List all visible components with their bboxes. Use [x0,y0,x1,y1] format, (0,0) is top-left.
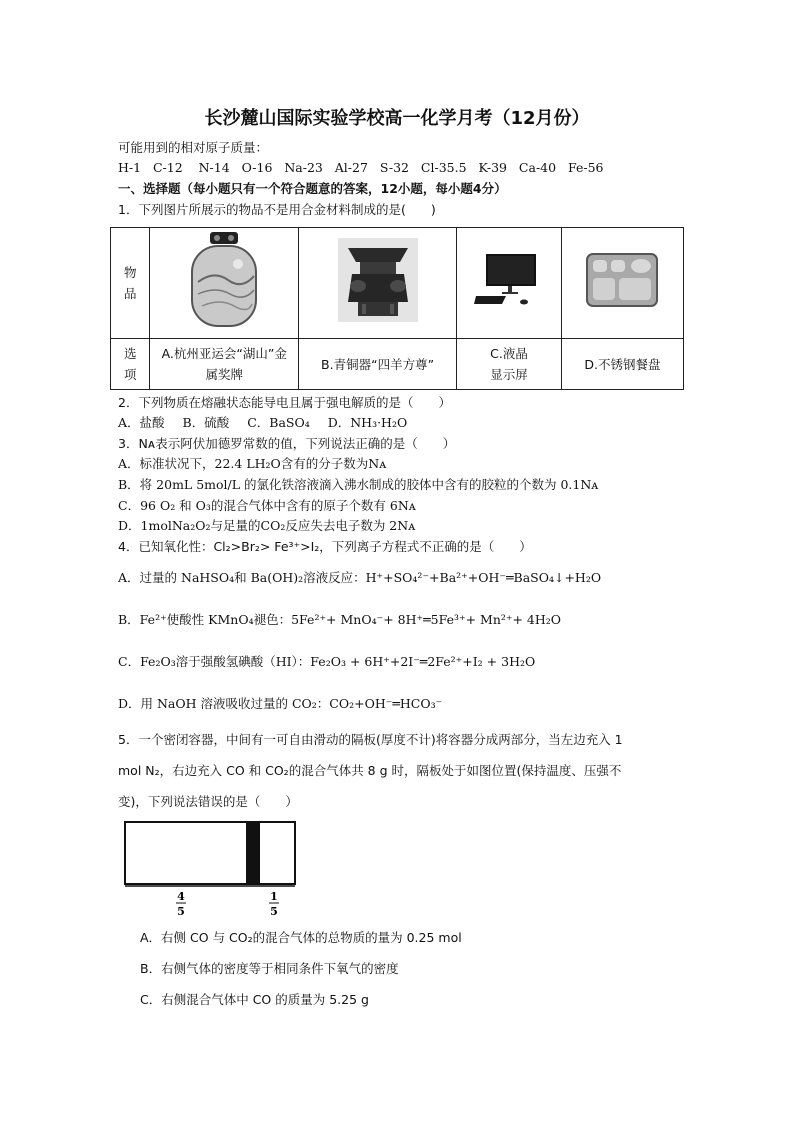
q5-option-c[interactable]: C．右侧混合气体中 CO 的质量为 5.25 g [140,992,369,1007]
q2-option-a[interactable]: A．盐酸 [118,415,165,430]
page-title: 长沙麓山国际实验学校高一化学月考（12月份） [204,108,590,129]
option-c[interactable]: C.液晶 显示屏 [457,339,562,390]
option-b[interactable]: B.青铜器“四羊方尊” [299,339,457,390]
q2-option-c[interactable]: C．BaSO₄ [247,415,310,430]
q5-option-b[interactable]: B．右侧气体的密度等于相同条件下氧气的密度 [140,961,399,976]
container-box [125,822,295,884]
right-fraction-num: 1 [270,890,278,903]
q5-option-a[interactable]: A．右侧 CO 与 CO₂的混合气体的总物质的量为 0.25 mol [140,930,462,945]
question-1-table [110,227,684,390]
container-diagram [124,820,298,920]
partition-board [246,822,260,884]
question-5-stem-line2: mol N₂，右边充入 CO 和 CO₂的混合气体共 8 g 时，隔板处于如图位置(保持温度、压强不 [118,763,622,778]
q2-option-d[interactable]: D．NH₃·H₂O [327,415,408,430]
left-fraction-den: 5 [177,905,185,918]
question-3-stem: 3．Nᴀ表示阿伏加德罗常数的值，下列说法正确的是（ ） [118,436,456,451]
q3-option-c[interactable]: C．96 O₂ 和 O₃的混合气体中含有的原子个数有 6Nᴀ [118,498,416,513]
q3-option-b[interactable]: B．将 20mL 5mol/L 的氯化铁溶液滴入沸水制成的胶体中含有的胶粒的个数为 0.1Nᴀ [118,477,599,492]
q4-option-a[interactable]: A．过量的 NaHSO₄和 Ba(OH)₂溶液反应：H⁺+SO₄²⁻+Ba²⁺+OH⁻═BaSO₄↓+H₂O [118,570,602,585]
atomic-mass-header: 可能用到的相对原子质量： [118,140,269,155]
section-heading: 一、选择题（每小题只有一个符合题意的答案，12小题，每小题4分） [118,181,507,196]
monitor-image [457,228,562,339]
question-2-options [118,415,421,431]
question-1-stem: 1．下列图片所展示的物品不是用合金材料制成的是( ) [118,202,436,217]
question-4-stem: 4．已知氧化性：Cl₂>Br₂> Fe³⁺>I₂，下列离子方程式不正确的是（ ） [118,539,532,554]
q4-option-b[interactable]: B．Fe²⁺使酸性 KMnO₄褪色：5Fe²⁺+ MnO₄⁻+ 8H⁺═5Fe³⁺+ Mn²⁺+ 4H₂O [118,612,562,627]
q4-option-c[interactable]: C．Fe₂O₃溶于强酸氢碘酸（HI）：Fe₂O₃ + 6H⁺+2I⁻═2Fe²⁺+I₂ + 3H₂O [118,654,536,669]
question-5-stem-line3: 变)，下列说法错误的是（ ） [118,794,298,809]
q3-option-d[interactable]: D．1molNa₂O₂与足量的CO₂反应失去电子数为 2Nᴀ [118,518,416,533]
tray-image [561,228,683,339]
left-fraction-num: 4 [177,890,185,903]
row-label-items: 物 品 [111,228,150,339]
right-fraction-den: 5 [270,905,278,918]
q3-option-a[interactable]: A．标准状况下，22.4 LH₂O含有的分子数为Nᴀ [118,456,387,471]
option-d[interactable]: D.不锈钢餐盘 [561,339,683,390]
medal-image [150,228,299,339]
bronze-vessel-image [299,228,457,339]
option-a[interactable]: A.杭州亚运会“湖山”金 属奖牌 [150,339,299,390]
atomic-mass-list: H-1 C-12 N-14 O-16 Na-23 Al-27 S-32 Cl-35.5 K-39 Ca-40 Fe-56 [118,160,604,175]
row-label-options: 选 项 [111,339,150,390]
q2-option-b[interactable]: B．硫酸 [182,415,230,430]
q4-option-d[interactable]: D．用 NaOH 溶液吸收过量的 CO₂：CO₂+OH⁻═HCO₃⁻ [118,696,443,711]
question-2-stem: 2．下列物质在熔融状态能导电且属于强电解质的是（ ） [118,395,451,410]
question-5-stem-line1: 5．一个密闭容器，中间有一可自由滑动的隔板(厚度不计)将容器分成两部分，当左边充入 1 [118,732,623,747]
